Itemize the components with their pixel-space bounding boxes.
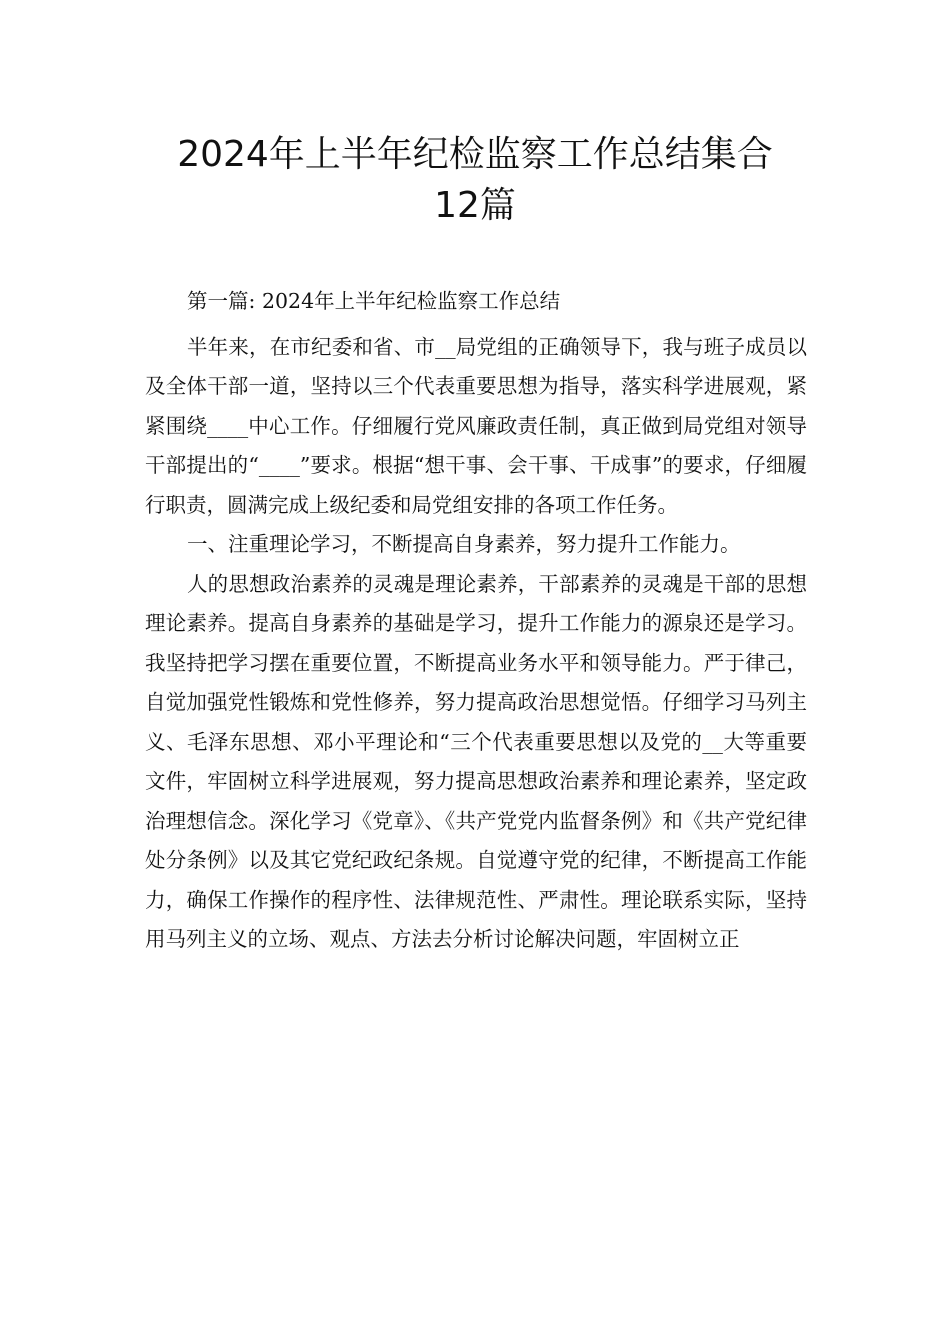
- document-title-line-2: 12篇: [434, 185, 516, 226]
- paragraph-intro: 半年来，在市纪委和省、市__局党组的正确领导下，我与班子成员以及全体干部一道，坚持以三个代表重要思想为指导，落实科学进展观，紧紧围绕____中心工作。仔细履行党风廉政责任制，真正做到局党组对领导干部提出的“____”要求。根据“想干事、会干事、干成事”的要求，仔细履行职责，圆满完成上级纪委和局党组安排的各项工作任务。: [145, 334, 807, 517]
- document-title-line-1: 2024年上半年纪检监察工作总结集合: [177, 134, 773, 175]
- section-heading: 第一篇: 2024年上半年纪检监察工作总结: [187, 289, 561, 313]
- paragraph-heading-one: 一、注重理论学习，不断提高自身素养，努力提升工作能力。: [187, 532, 741, 556]
- document-body: [145, 282, 807, 960]
- paragraph-theory-study: 人的思想政治素养的灵魂是理论素养，干部素养的灵魂是干部的思想理论素养。提高自身素养的基础是学习，提升工作能力的源泉还是学习。我坚持把学习摆在重要位置，不断提高业务水平和领导能力。严于律己，自觉加强党性锻炼和党性修养，努力提高政治思想觉悟。仔细学习马列主义、毛泽东思想、邓小平理论和“三个代表重要思想以及党的__大等重要文件，牢固树立科学进展观，努力提高思想政治素养和理论素养，坚定政治理想信念。深化学习《党章》、《共产党党内监督条例》和《共产党纪律处分条例》以及其它党纪政纪条规。自觉遵守党的纪律，不断提高工作能力，确保工作操作的程序性、法律规范性、严肃性。理论联系实际，坚持用马列主义的立场、观点、方法去分析讨论解决问题，牢固树立正: [145, 571, 807, 951]
